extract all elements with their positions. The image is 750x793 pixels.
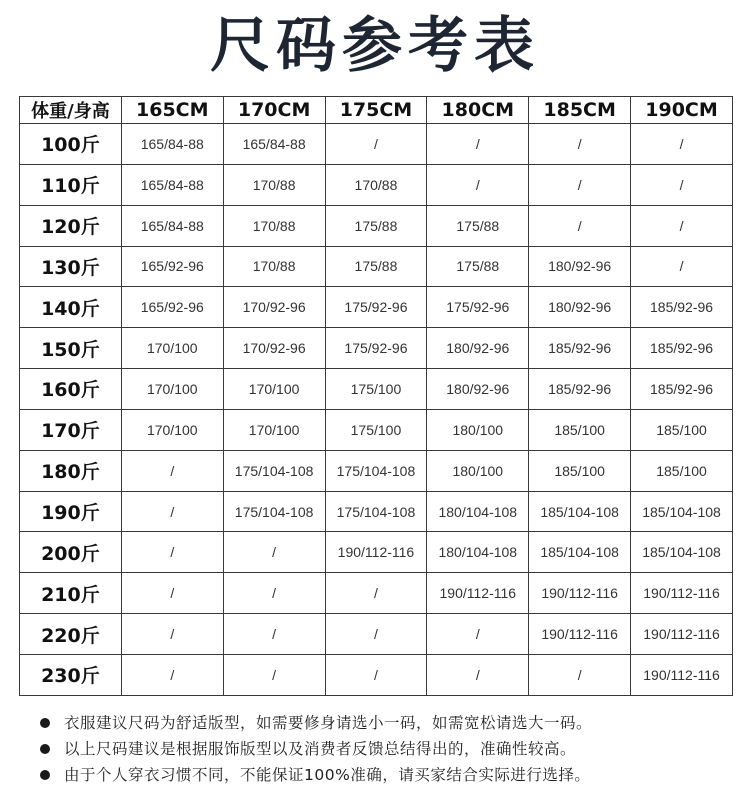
size-cell: 175/88 <box>325 205 427 246</box>
size-cell: / <box>121 573 223 614</box>
column-header: 175CM <box>325 97 427 124</box>
size-cell: 175/92-96 <box>325 328 427 369</box>
notes-list <box>38 710 738 788</box>
weight-cell: 150斤 <box>20 328 122 369</box>
size-cell: / <box>325 124 427 165</box>
weight-cell: 210斤 <box>20 573 122 614</box>
size-cell: / <box>325 654 427 695</box>
size-cell: 185/104-108 <box>631 532 733 573</box>
size-cell: / <box>427 124 529 165</box>
size-cell: / <box>223 614 325 655</box>
size-cell: 185/104-108 <box>529 491 631 532</box>
size-cell: 185/92-96 <box>529 369 631 410</box>
size-cell: 185/100 <box>631 409 733 450</box>
table-row <box>20 287 733 328</box>
size-cell: 180/92-96 <box>529 246 631 287</box>
table-row <box>20 450 733 491</box>
table-row <box>20 246 733 287</box>
size-cell: 170/100 <box>121 328 223 369</box>
size-cell: 185/104-108 <box>631 491 733 532</box>
size-cell: 165/84-88 <box>121 205 223 246</box>
size-cell: / <box>427 654 529 695</box>
column-header: 165CM <box>121 97 223 124</box>
size-cell: / <box>631 246 733 287</box>
size-cell: 175/88 <box>325 246 427 287</box>
size-cell: 170/100 <box>121 409 223 450</box>
size-cell: 185/92-96 <box>631 287 733 328</box>
size-cell: 175/104-108 <box>325 491 427 532</box>
size-cell: 180/100 <box>427 409 529 450</box>
size-cell: 190/112-116 <box>631 573 733 614</box>
size-cell: / <box>529 124 631 165</box>
size-cell: 170/100 <box>121 369 223 410</box>
table-row <box>20 573 733 614</box>
size-cell: 170/88 <box>223 246 325 287</box>
size-cell: 180/100 <box>427 450 529 491</box>
size-cell: 190/112-116 <box>631 654 733 695</box>
weight-cell: 160斤 <box>20 369 122 410</box>
size-cell: 185/100 <box>529 450 631 491</box>
weight-cell: 220斤 <box>20 614 122 655</box>
note-item <box>38 762 738 788</box>
table-row <box>20 205 733 246</box>
size-cell: 190/112-116 <box>325 532 427 573</box>
size-cell: 180/92-96 <box>427 328 529 369</box>
size-cell: 165/84-88 <box>121 124 223 165</box>
size-cell: 170/100 <box>223 369 325 410</box>
size-cell: 185/100 <box>529 409 631 450</box>
weight-cell: 110斤 <box>20 164 122 205</box>
size-cell: 190/112-116 <box>631 614 733 655</box>
size-cell: / <box>223 654 325 695</box>
table-row <box>20 491 733 532</box>
size-cell: 175/104-108 <box>223 491 325 532</box>
table-row <box>20 164 733 205</box>
size-cell: / <box>529 164 631 205</box>
size-cell: / <box>121 654 223 695</box>
size-cell: / <box>223 573 325 614</box>
size-cell: / <box>325 573 427 614</box>
size-cell: / <box>529 654 631 695</box>
weight-cell: 100斤 <box>20 124 122 165</box>
size-cell: / <box>121 614 223 655</box>
size-cell: 190/112-116 <box>529 614 631 655</box>
size-cell: 185/100 <box>631 450 733 491</box>
column-header: 190CM <box>631 97 733 124</box>
size-cell: 165/92-96 <box>121 287 223 328</box>
size-cell: 165/84-88 <box>223 124 325 165</box>
weight-cell: 140斤 <box>20 287 122 328</box>
size-cell: 165/84-88 <box>121 164 223 205</box>
size-cell: / <box>121 491 223 532</box>
size-cell: 180/92-96 <box>529 287 631 328</box>
size-cell: 175/104-108 <box>223 450 325 491</box>
size-cell: 170/92-96 <box>223 287 325 328</box>
size-cell: 170/100 <box>223 409 325 450</box>
size-cell: 175/88 <box>427 205 529 246</box>
note-text: 衣服建议尺码为舒适版型，如需要修身请选小一码，如需宽松请选大一码。 <box>64 714 593 732</box>
size-cell: 175/100 <box>325 369 427 410</box>
column-header: 170CM <box>223 97 325 124</box>
weight-cell: 130斤 <box>20 246 122 287</box>
size-cell: 170/88 <box>223 205 325 246</box>
size-cell: 175/88 <box>427 246 529 287</box>
size-cell: 175/92-96 <box>427 287 529 328</box>
size-cell: 185/104-108 <box>529 532 631 573</box>
table-row <box>20 654 733 695</box>
column-header: 180CM <box>427 97 529 124</box>
size-cell: 170/88 <box>325 164 427 205</box>
size-cell: 190/112-116 <box>529 573 631 614</box>
size-cell: 170/92-96 <box>223 328 325 369</box>
size-cell: 175/100 <box>325 409 427 450</box>
bullet-icon <box>40 744 50 754</box>
note-text: 由于个人穿衣习惯不同，不能保证100%准确，请买家结合实际进行选择。 <box>64 766 591 784</box>
table-row <box>20 614 733 655</box>
size-cell: 180/104-108 <box>427 491 529 532</box>
size-cell: 190/112-116 <box>427 573 529 614</box>
table-row <box>20 124 733 165</box>
weight-cell: 200斤 <box>20 532 122 573</box>
weight-cell: 190斤 <box>20 491 122 532</box>
size-cell: / <box>121 532 223 573</box>
table-row <box>20 532 733 573</box>
size-cell: 165/92-96 <box>121 246 223 287</box>
size-cell: 180/92-96 <box>427 369 529 410</box>
size-cell: 185/92-96 <box>631 369 733 410</box>
table-header-row <box>20 97 733 124</box>
bullet-icon <box>40 718 50 728</box>
size-cell: / <box>631 164 733 205</box>
size-cell: / <box>223 532 325 573</box>
note-item <box>38 710 738 736</box>
bullet-icon <box>40 770 50 780</box>
size-cell: / <box>427 614 529 655</box>
size-cell: 175/92-96 <box>325 287 427 328</box>
size-cell: 175/104-108 <box>325 450 427 491</box>
page-title: 尺码参考表 <box>210 11 540 81</box>
weight-cell: 170斤 <box>20 409 122 450</box>
size-cell: / <box>325 614 427 655</box>
size-cell: / <box>631 205 733 246</box>
size-cell: / <box>427 164 529 205</box>
size-cell: / <box>631 124 733 165</box>
size-cell: / <box>529 205 631 246</box>
weight-cell: 230斤 <box>20 654 122 695</box>
weight-cell: 180斤 <box>20 450 122 491</box>
size-chart-table <box>19 96 733 696</box>
note-item <box>38 736 738 762</box>
table-row <box>20 409 733 450</box>
size-cell: 180/104-108 <box>427 532 529 573</box>
corner-header: 体重/身高 <box>20 97 122 124</box>
size-cell: 185/92-96 <box>631 328 733 369</box>
weight-cell: 120斤 <box>20 205 122 246</box>
note-text: 以上尺码建议是根据服饰版型以及消费者反馈总结得出的，准确性较高。 <box>64 740 577 758</box>
table-row <box>20 369 733 410</box>
table-row <box>20 328 733 369</box>
size-cell: 170/88 <box>223 164 325 205</box>
column-header: 185CM <box>529 97 631 124</box>
size-cell: / <box>121 450 223 491</box>
size-cell: 185/92-96 <box>529 328 631 369</box>
